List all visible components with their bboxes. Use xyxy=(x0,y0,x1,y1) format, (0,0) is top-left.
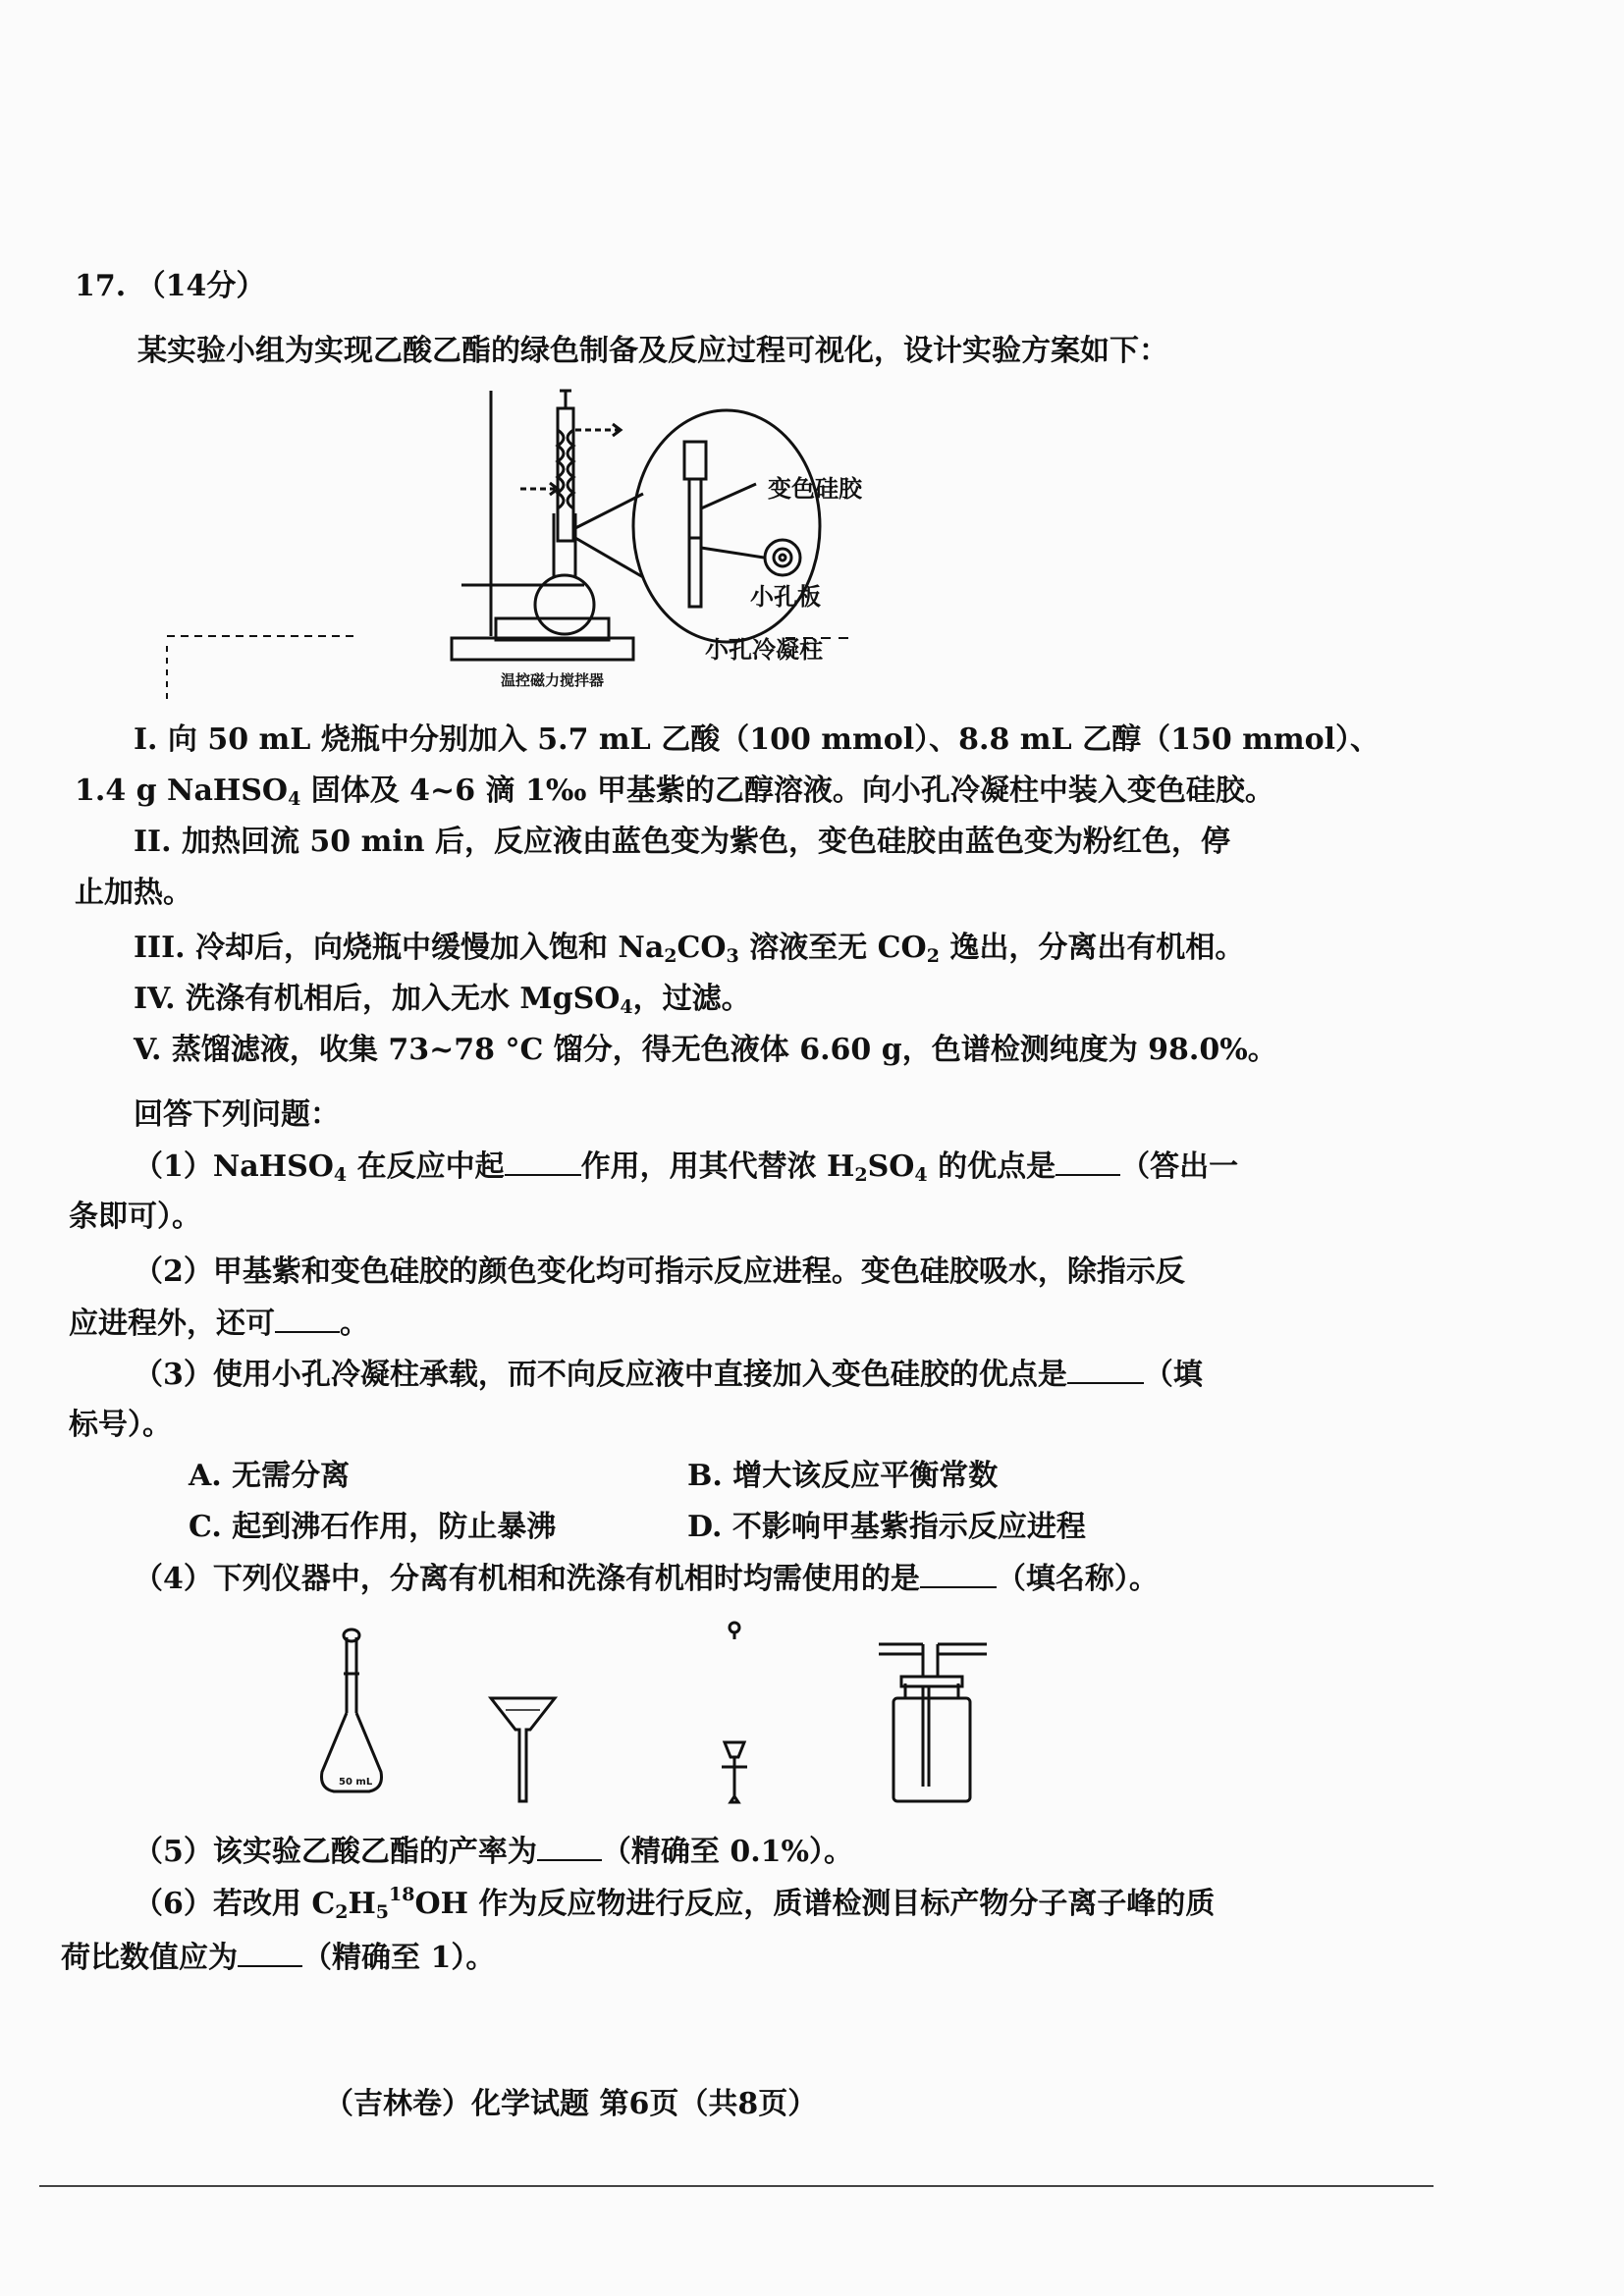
step-1-line-1: I. 向 50 mL 烧瓶中分别加入 5.7 mL 乙酸（100 mmol）、8.8 mL 乙醇（150 mmol）、 xyxy=(134,722,1380,757)
q1-blank-role[interactable] xyxy=(505,1147,581,1176)
footer-rule xyxy=(39,2185,1434,2187)
q3-option-c[interactable]: C. 起到沸石作用，防止暴沸 xyxy=(189,1510,557,1544)
label-stirrer: 温控磁力搅拌器 xyxy=(501,671,605,689)
q3-option-d[interactable]: D. 不影响甲基紫指示反应进程 xyxy=(687,1510,1086,1544)
q5-line: （5）该实验乙酸乙酯的产率为 （精确至 0.1%）。 xyxy=(134,1832,853,1872)
label-condenser: 小孔冷凝柱 xyxy=(705,635,823,664)
q3-option-a[interactable]: A. 无需分离 xyxy=(189,1459,351,1493)
q1-line-1: （1）NaHSO$_4$ 在反应中起 作用，用其代替浓 $H_2SO_4$ 的优点是 （答出一 xyxy=(134,1147,1238,1187)
q4-line: （4）下列仪器中，分离有机相和洗涤有机相时均需使用的是 （填名称）。 xyxy=(134,1559,1159,1599)
question-intro: 某实验小组为实现乙酸乙酯的绿色制备及反应过程可视化，设计实验方案如下： xyxy=(137,334,1168,368)
question-header xyxy=(75,267,265,306)
question-number: 17. xyxy=(75,269,127,303)
answer-prompt: 回答下列问题： xyxy=(134,1097,340,1132)
step-2-line-2: 止加热。 xyxy=(75,876,192,910)
page-footer: （吉林卷）化学试题 第6页（共8页） xyxy=(324,2087,818,2121)
q3-option-b[interactable]: B. 增大该反应平衡常数 xyxy=(687,1459,999,1493)
q3-blank[interactable] xyxy=(1067,1355,1144,1384)
step-5: V. 蒸馏滤液，收集 73~78 °C 馏分，得无色液体 6.60 g，色谱检测纯度为 98.0%。 xyxy=(134,1033,1277,1067)
q2-line-2: 应进程外，还可 。 xyxy=(69,1304,369,1344)
q4-blank[interactable] xyxy=(920,1559,997,1588)
step-1-line-2: 1.4 g NaHSO$_4$ 固体及 4~6 滴 1‰ 甲基紫的乙醇溶液。向小孔冷凝柱中装入变色硅胶。 xyxy=(75,774,1274,810)
instruments-figure xyxy=(295,1620,1001,1816)
label-plate: 小孔板 xyxy=(750,582,821,611)
separatory-funnel-stopcock-icon xyxy=(722,1623,747,1802)
q6-line-1: （6）若改用 $C_2H_5^{18}OH$ 作为反应物进行反应，质谱检测目标产物分子离子峰的质 xyxy=(134,1884,1216,1923)
label-silica: 变色硅胶 xyxy=(768,474,862,503)
funnel-icon xyxy=(491,1698,555,1801)
q6-line-2: 荷比数值应为 （精确至 1）。 xyxy=(61,1938,495,1978)
q1-line-2: 条即可）。 xyxy=(69,1200,201,1234)
small-hole-plate-icon xyxy=(765,540,800,575)
q6-blank[interactable] xyxy=(238,1938,302,1967)
step-2-line-1: II. 加热回流 50 min 后，反应液由蓝色变为紫色，变色硅胶由蓝色变为粉红色，停 xyxy=(134,825,1230,859)
step-3: III. 冷却后，向烧瓶中缓慢加入饱和 $Na_2CO_3$ 溶液至无 $CO_2$ 逸出，分离出有机相。 xyxy=(134,931,1245,967)
gas-washing-bottle-icon xyxy=(879,1644,987,1801)
apparatus-figure xyxy=(432,381,923,695)
question-points: （14分） xyxy=(135,269,266,303)
flask-mark: 50 mL xyxy=(339,1777,373,1788)
q3-line-1: （3）使用小孔冷凝柱承载，而不向反应液中直接加入变色硅胶的优点是 （填 xyxy=(134,1355,1203,1395)
q1-blank-advantage[interactable] xyxy=(1056,1147,1120,1176)
q2-blank[interactable] xyxy=(275,1304,340,1333)
volumetric-flask-icon xyxy=(322,1629,382,1791)
q5-blank[interactable] xyxy=(537,1832,602,1861)
q3-line-2: 标号）。 xyxy=(69,1408,172,1442)
q2-line-1: （2）甲基紫和变色硅胶的颜色变化均可指示反应进程。变色硅胶吸水，除指示反 xyxy=(134,1255,1185,1289)
step-4: IV. 洗涤有机相后，加入无水 MgSO$_4$，过滤。 xyxy=(134,982,751,1018)
